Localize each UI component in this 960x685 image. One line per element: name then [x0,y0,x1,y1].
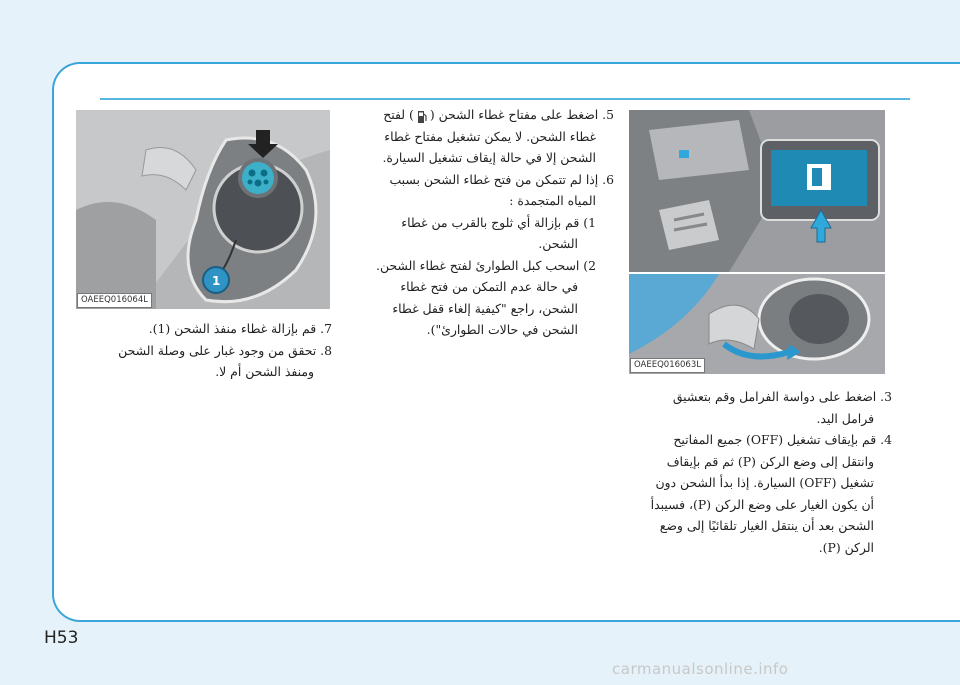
sub-1-line1: 1) قم بإزالة أي ثلوج بالقرب من غطاء [401,214,596,230]
step-4-line3: تشغيل (OFF) السيارة. إذا بدأ الشحن دون [655,475,874,490]
figure-code: OAEEQ016064L [77,293,152,308]
charge-port-figure [76,110,330,309]
step-6-line1: 6. إذا لم تتمكن من فتح غطاء الشحن بسبب [389,171,614,187]
step-5-line1 [360,104,614,126]
step-3-line1: 3. اضغط على دواسة الفرامل وقم بتعشيق [672,389,892,404]
sub-2-line4: الشحن في حالات الطوارئ"). [426,322,578,337]
page-number: H53 [44,628,79,648]
step-4-line2: وانتقل إلى وضع الركن (P) ثم قم بإيقاف [666,453,874,469]
step-5-text-b: ) لفتح [383,107,414,122]
step-5-line3: الشحن إلا في حالة إيقاف تشغيل السيارة. [382,150,596,165]
step-7: 7. قم بإزالة غطاء منفذ الشحن (1). [148,321,332,336]
text-column-left [100,318,332,383]
charge-door-figure [629,274,885,374]
step-8-line2: ومنفذ الشحن أم لا. [215,364,314,379]
step-5-text-a: 5. اضغط على مفتاح غطاء الشحن ( [429,107,614,122]
sub-2-line1: 2) اسحب كبل الطوارئ لفتح غطاء الشحن. [376,257,596,273]
step-4-line1: 4. قم بإيقاف تشغيل (OFF) جميع المفاتيح [673,432,892,447]
fuel-pump-icon [417,109,427,123]
step-4-line4: أن يكون الغيار على وضع الركن (P)، فسيبدأ [650,496,874,512]
step-6-line2: المياه المتجمدة : [509,193,596,208]
svg-text:1: 1 [212,274,221,288]
sub-2-line3: الشحن، راجع "كيفية إلغاء قفل غطاء [392,300,578,316]
text-column-right [630,386,892,558]
step-3-line2: فرامل اليد. [816,410,874,426]
watermark: carmanualsonline.info [612,660,789,678]
step-5-line2: غطاء الشحن. لا يمكن تشغيل مفتاح غطاء [384,128,596,144]
step-8-line1: 8. تحقق من وجود غبار على وصلة الشحن [118,342,332,358]
step-4-line6: الركن (P). [818,539,874,555]
dashboard-switch-figure [629,110,885,272]
sub-1-line2: الشحن. [538,236,578,251]
step-4-line5: الشحن بعد أن ينتقل الغيار تلقائيًا إلى وضع [659,518,874,533]
text-column-middle [360,104,614,341]
figure-code: OAEEQ016063L [630,358,705,373]
sub-2-line2: في حالة عدم التمكن من فتح غطاء [400,279,578,294]
header-rule [100,98,910,100]
